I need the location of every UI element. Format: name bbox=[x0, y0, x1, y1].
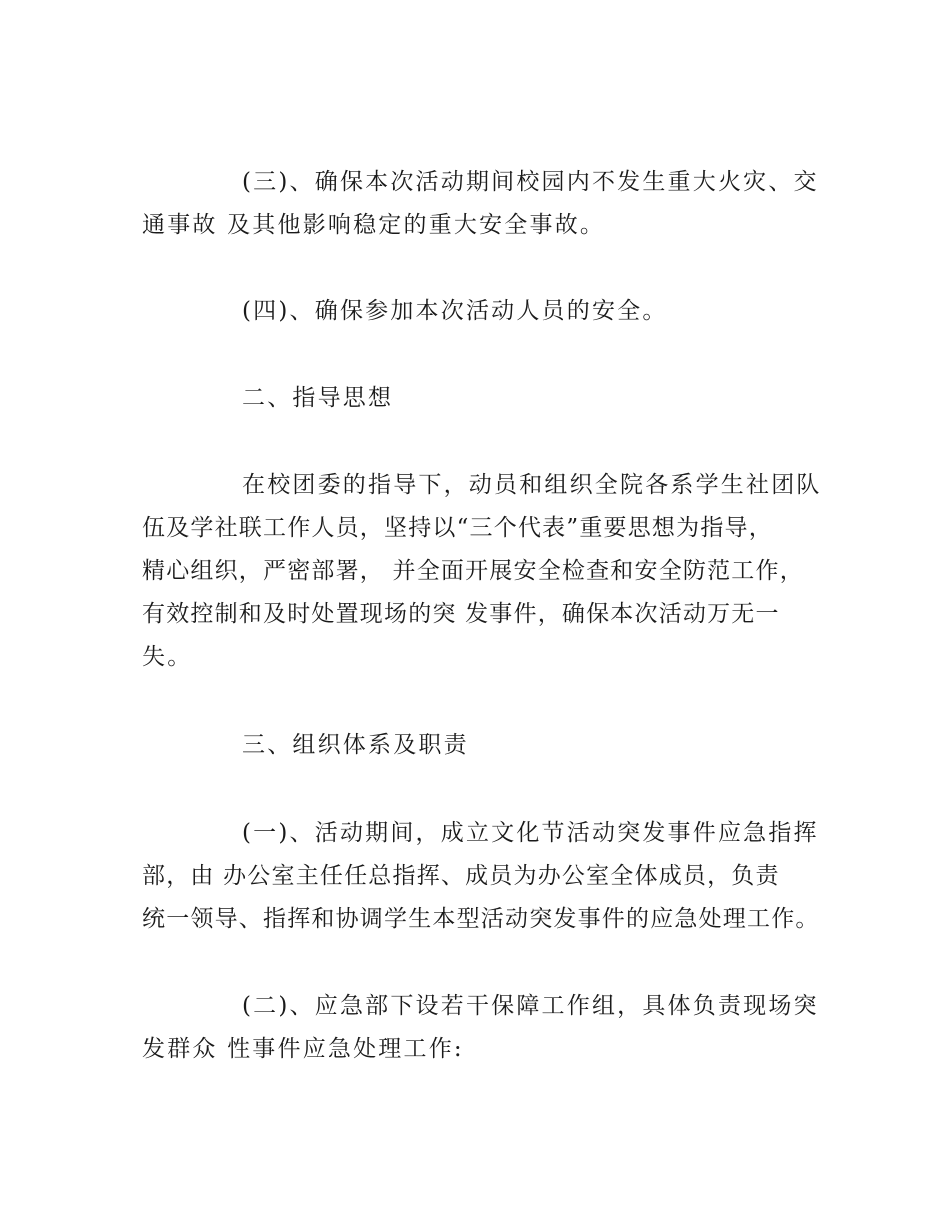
text-line: 三、组织体系及职责 bbox=[242, 732, 469, 758]
paragraph-goal-3 bbox=[142, 161, 832, 247]
text-line: 通事故 及其他影响稳定的重大安全事故。 bbox=[142, 212, 606, 238]
text-line: (三)、确保本次活动期间校园内不发生重大火灾、交 bbox=[242, 169, 819, 195]
text-line: 失。 bbox=[142, 644, 193, 670]
text-line: (一)、活动期间，成立文化节活动突发事件应急指挥 bbox=[242, 820, 819, 846]
text-line: 伍及学社联工作人员，坚持以“三个代表”重要思想为指导， bbox=[142, 515, 773, 541]
text-line: 部，由 办公室主任任总指挥、成员为办公室全体成员，负责 bbox=[142, 863, 780, 889]
paragraph-organization-2 bbox=[142, 985, 832, 1071]
text-line: 有效控制和及时处置现场的突 发事件，确保本次活动万无一 bbox=[142, 601, 780, 627]
text-line: 发群众 性事件应急处理工作: bbox=[142, 1036, 464, 1062]
section-heading-guiding-ideology bbox=[142, 377, 832, 420]
text-line: 统一领导、指挥和协调学生本型活动突发事件的应急处理工作。 bbox=[142, 906, 820, 932]
paragraph-organization-1 bbox=[142, 812, 832, 941]
text-line: (二)、应急部下设若干保障工作组，具体负责现场突 bbox=[242, 993, 819, 1019]
paragraph-goal-4 bbox=[142, 290, 832, 333]
section-heading-organization bbox=[142, 724, 832, 767]
text-line: 二、指导思想 bbox=[242, 385, 394, 411]
text-line: 在校团委的指导下，动员和组织全院各系学生社团队 bbox=[242, 472, 822, 498]
paragraph-guiding-ideology bbox=[142, 464, 832, 679]
text-line: (四)、确保参加本次活动人员的安全。 bbox=[242, 298, 668, 324]
text-line: 精心组织，严密部署， 并全面开展安全检查和安全防范工作， bbox=[142, 558, 804, 584]
